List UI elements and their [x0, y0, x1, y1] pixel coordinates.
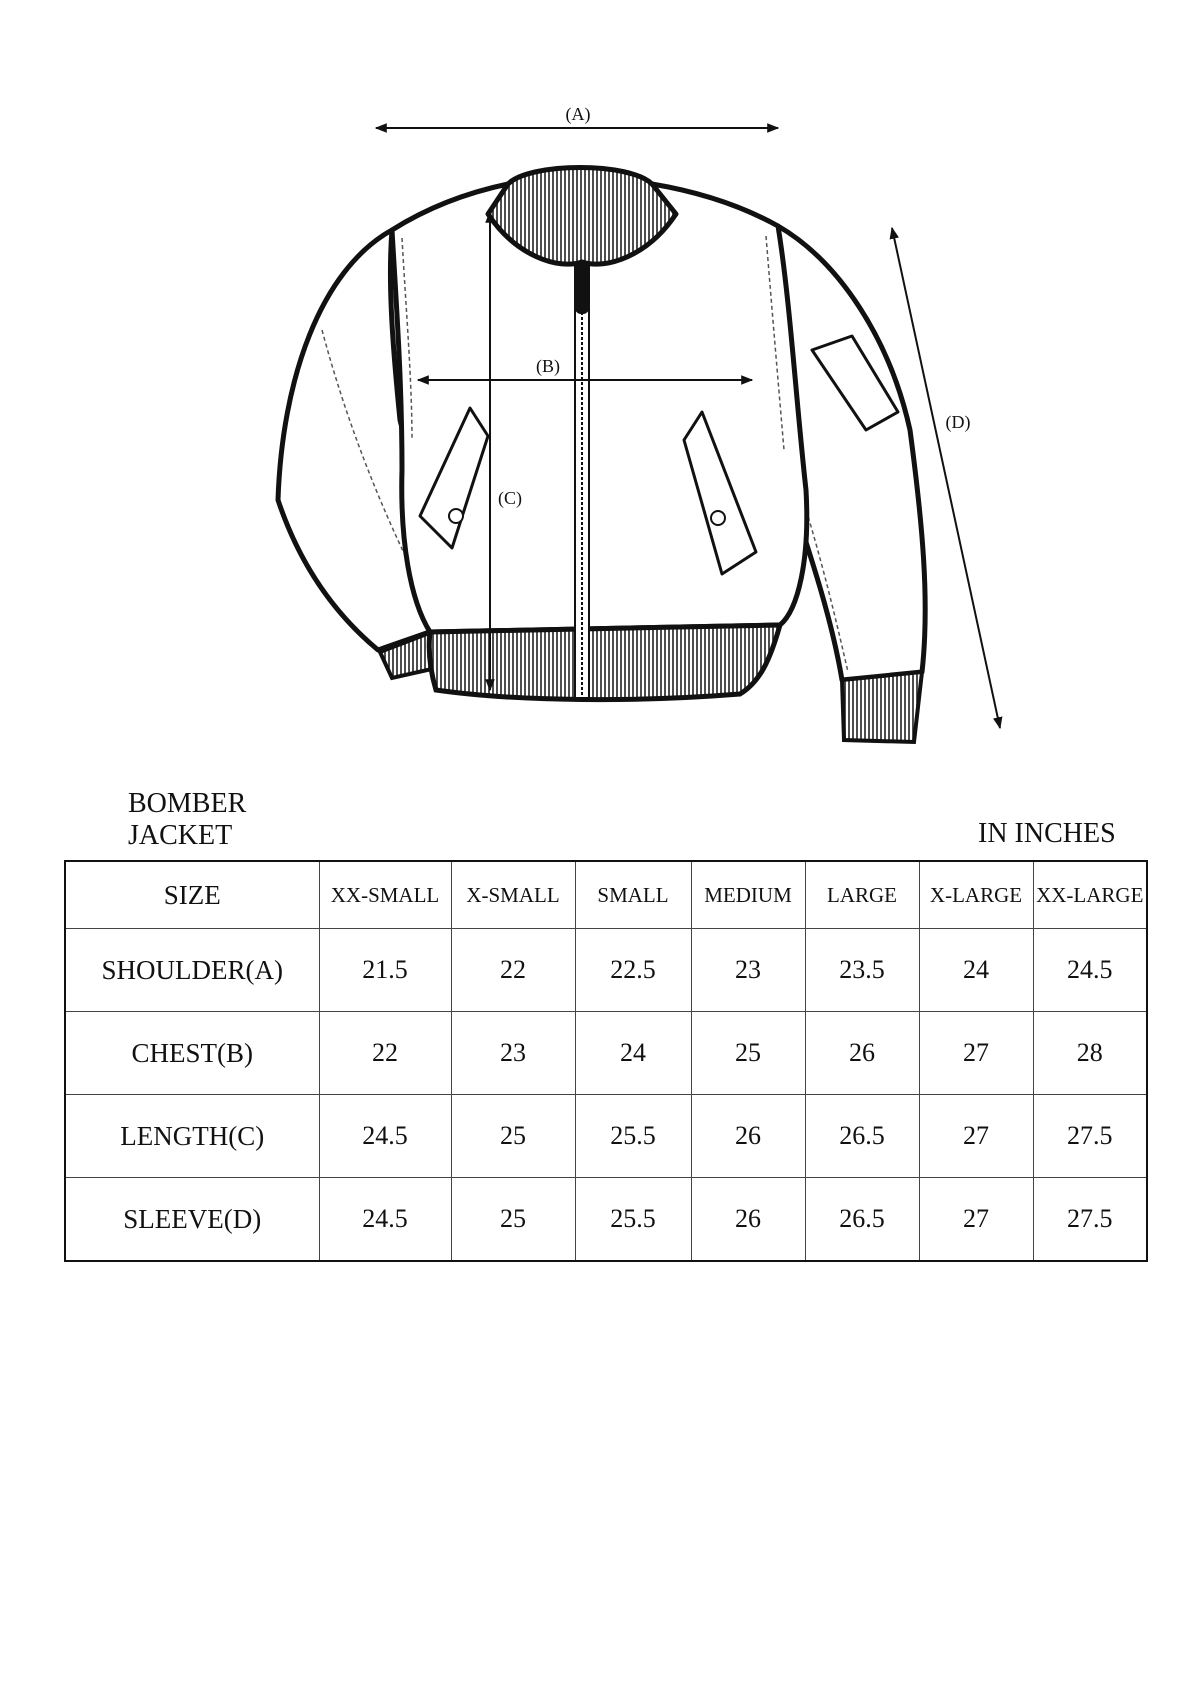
table-row — [65, 1178, 1147, 1262]
table-row — [65, 1095, 1147, 1178]
table-cell: 25.5 — [575, 1178, 691, 1262]
size-col-header: X-SMALL — [451, 861, 575, 929]
size-col-header: SMALL — [575, 861, 691, 929]
table-cell: 22 — [451, 929, 575, 1012]
table-cell: 25 — [451, 1178, 575, 1262]
table-cell: 25 — [451, 1095, 575, 1178]
row-label: SHOULDER(A) — [65, 929, 319, 1012]
size-col-header: X-LARGE — [919, 861, 1033, 929]
table-cell: 27.5 — [1033, 1095, 1147, 1178]
table-cell: 26 — [691, 1178, 805, 1262]
table-cell: 26 — [691, 1095, 805, 1178]
row-label: CHEST(B) — [65, 1012, 319, 1095]
table-cell: 22 — [319, 1012, 451, 1095]
size-col-header: XX-LARGE — [1033, 861, 1147, 929]
table-row — [65, 1012, 1147, 1095]
table-cell: 27 — [919, 1095, 1033, 1178]
table-cell: 24.5 — [319, 1178, 451, 1262]
size-col-header: MEDIUM — [691, 861, 805, 929]
table-cell: 22.5 — [575, 929, 691, 1012]
table-cell: 24 — [919, 929, 1033, 1012]
table-cell: 25.5 — [575, 1095, 691, 1178]
row-label: SLEEVE(D) — [65, 1178, 319, 1262]
table-cell: 24.5 — [319, 1095, 451, 1178]
table-cell: 27 — [919, 1178, 1033, 1262]
label-a: (A) — [565, 104, 591, 124]
table-cell: 26.5 — [805, 1178, 919, 1262]
table-cell: 26 — [805, 1012, 919, 1095]
product-title: BOMBER JACKET — [128, 788, 247, 851]
table-cell: 21.5 — [319, 929, 451, 1012]
table-cell: 28 — [1033, 1012, 1147, 1095]
label-c: (C) — [498, 488, 522, 508]
size-header-row — [65, 861, 1147, 929]
zipper — [575, 258, 589, 698]
table-cell: 23.5 — [805, 929, 919, 1012]
table-row — [65, 929, 1147, 1012]
table-cell: 27 — [919, 1012, 1033, 1095]
table-cell: 23 — [691, 929, 805, 1012]
size-col-header: LARGE — [805, 861, 919, 929]
size-chart-table — [64, 860, 1148, 1262]
bomber-jacket-sketch — [0, 0, 1200, 780]
label-b: (B) — [536, 356, 560, 376]
table-cell: 25 — [691, 1012, 805, 1095]
table-cell: 23 — [451, 1012, 575, 1095]
label-d: (D) — [945, 412, 971, 432]
table-cell: 27.5 — [1033, 1178, 1147, 1262]
row-label: LENGTH(C) — [65, 1095, 319, 1178]
unit-note: IN INCHES — [978, 818, 1116, 849]
table-cell: 24 — [575, 1012, 691, 1095]
size-header: SIZE — [65, 861, 319, 929]
size-col-header: XX-SMALL — [319, 861, 451, 929]
table-cell: 24.5 — [1033, 929, 1147, 1012]
table-cell: 26.5 — [805, 1095, 919, 1178]
